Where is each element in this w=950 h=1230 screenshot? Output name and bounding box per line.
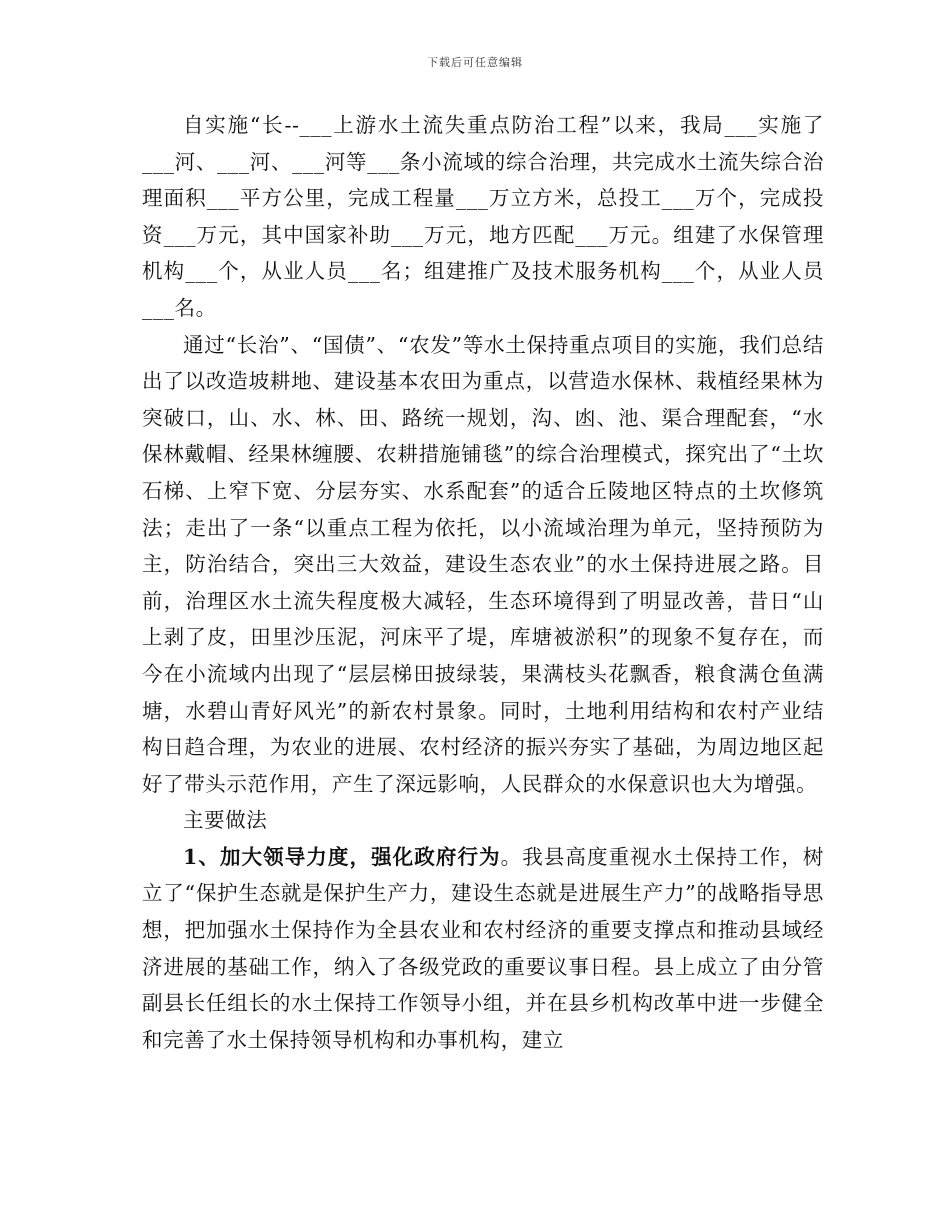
paragraph-leadership-text: 。我县高度重视水土保持工作，树立了“保护生态就是保护生产力，建设生态就是进展生产力”的战略指导思想，把加强水土保持作为全县农业和农村经济的重要支撑点和推动县域经济进展的基础工作，纳入了各级党政的重要议事日程。县上成立了由分管副县长任组长的水土保持工作领导小组，并在县乡机构改革中进一步健全和完善了水土保持领导机构和办事机构，建立 <box>142 844 825 1052</box>
paragraph-leadership-title: 1、加大领导力度，强化政府行为 <box>183 844 501 869</box>
page-header: 下载后可任意编辑 <box>427 56 523 69</box>
paragraph-project-summary: 自实施“长--___上游水土流失重点防治工程”以来，我局___实施了___河、___河、___河等___条小流域的综合治理，共完成水土流失综合治理面积___平方公里，完成工程量___万立方米，总投工___万个，完成投资___万元，其中国家补助___万元，地方匹配___万元。组建了水保管理机构___个，从业人员___名；组建推广及技术服务机构___个，从业人员___名。 <box>142 113 824 320</box>
section-heading-main-practices: 主要做法 <box>183 808 268 833</box>
document-body <box>142 107 824 1058</box>
paragraph-leadership <box>142 839 824 1059</box>
paragraph-achievements: 通过“长治”、“国债”、“农发”等水土保持重点项目的实施，我们总结出了以改造坡耕地、建设基本农田为重点，以营造水保林、栽植经果林为突破口，山、水、林、田、路统一规划，沟、凼、池、渠合理配套，“水保林戴帽、经果林缠腰、农耕措施铺毯”的综合治理模式，探究出了“土坎石梯、上窄下宽、分层夯实、水系配套”的适合丘陵地区特点的土坎修筑法；走出了一条“以重点工程为依托，以小流域治理为单元，坚持预防为主，防治结合，突出三大效益，建设生态农业”的水土保持进展之路。目前，治理区水土流失程度极大减轻，生态环境得到了明显改善，昔日“山上剥了皮，田里沙压泥，河床平了堤，库塘被淤积”的现象不复存在，而今在小流域内出现了“层层梯田披绿装，果满枝头花飘香，粮食满仓鱼满塘，水碧山青好风光”的新农村景象。同时，土地利用结构和农村产业结构日趋合理，为农业的进展、农村经济的振兴夯实了基础，为周边地区起好了带头示范作用，产生了深远影响，人民群众的水保意识也大为增强。 <box>142 332 824 796</box>
